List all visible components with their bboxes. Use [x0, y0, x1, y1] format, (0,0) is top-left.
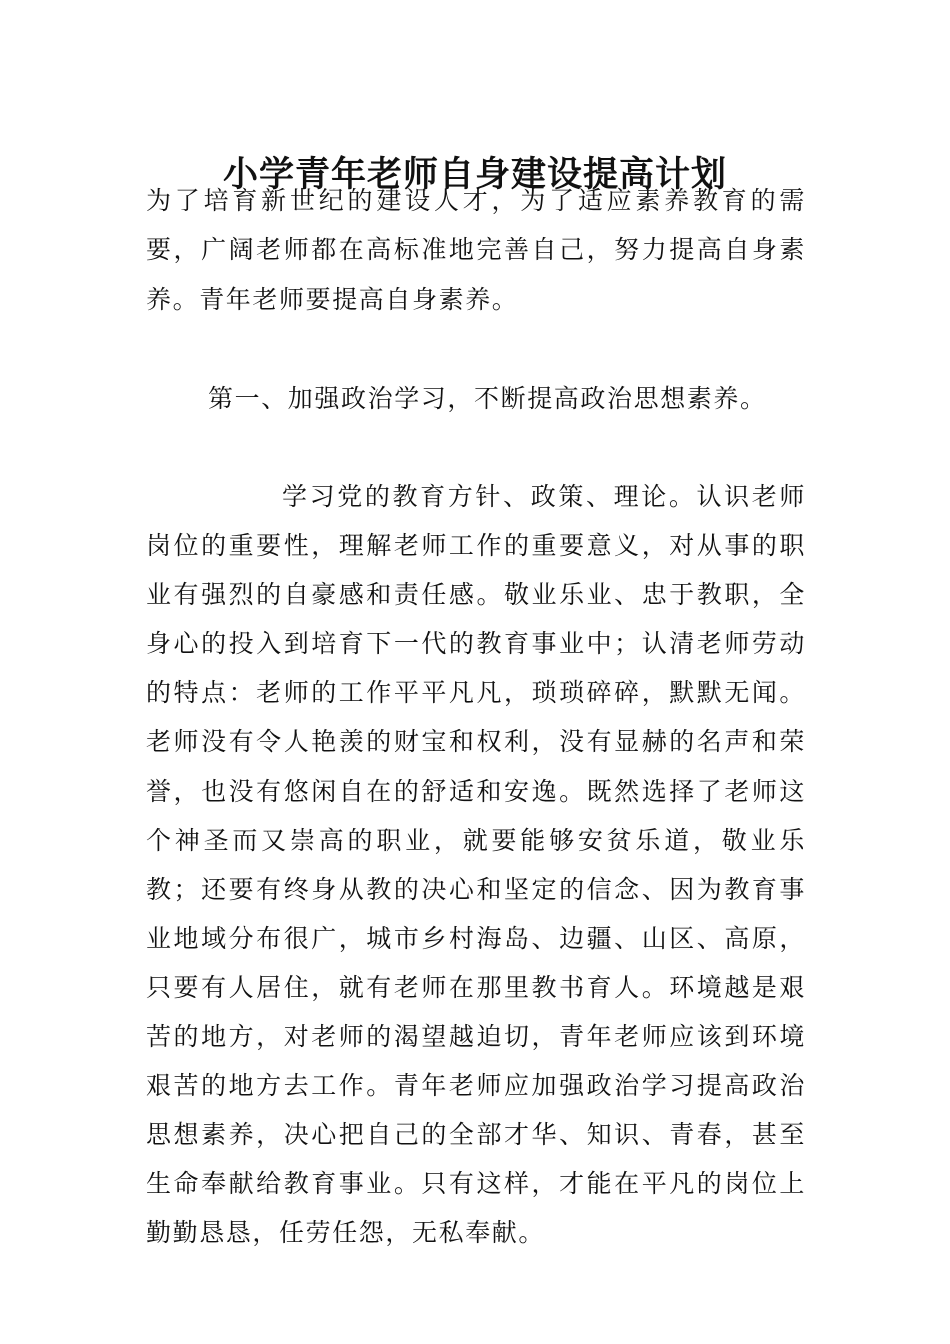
section-body-paragraph: 学习党的教育方针、政策、理论。认识老师岗位的重要性，理解老师工作的重要意义，对从事的职业有强烈的自豪感和责任感。敬业乐业、忠于教职，全身心的投入到培育下一代的教育事业中；认清老师劳动的特点：老师的工作平平凡凡，琐琐碎碎，默默无闻。老师没有令人艳羡的财宝和权利，没有显赫的名声和荣誉，也没有悠闲自在的舒适和安逸。既然选择了老师这个神圣而又崇高的职业，就要能够安贫乐道，敬业乐教；还要有终身从教的决心和坚定的信念、因为教育事业地域分布很广，城市乡村海岛、边疆、山区、高原，只要有人居住，就有老师在那里教书育人。环境越是艰苦的地方，对老师的渴望越迫切，青年老师应该到环境艰苦的地方去工作。青年老师应加强政治学习提高政治思想素养，决心把自己的全部才华、知识、青春，甚至生命奉献给教育事业。只有这样，才能在平凡的岗位上勤勤恳恳，任劳任怨，无私奉献。 [146, 482, 806, 1248]
section-heading: 第一、加强政治学习，不断提高政治思想素养。 [208, 384, 767, 413]
intro-paragraph: 为了培育新世纪的建设人才，为了适应素养教育的需要，广阔老师都在高标准地完善自己，努力提高自身素养。青年老师要提高自身素养。 [146, 186, 806, 314]
document-title: 小学青年老师自身建设提高计划 [222, 155, 727, 196]
